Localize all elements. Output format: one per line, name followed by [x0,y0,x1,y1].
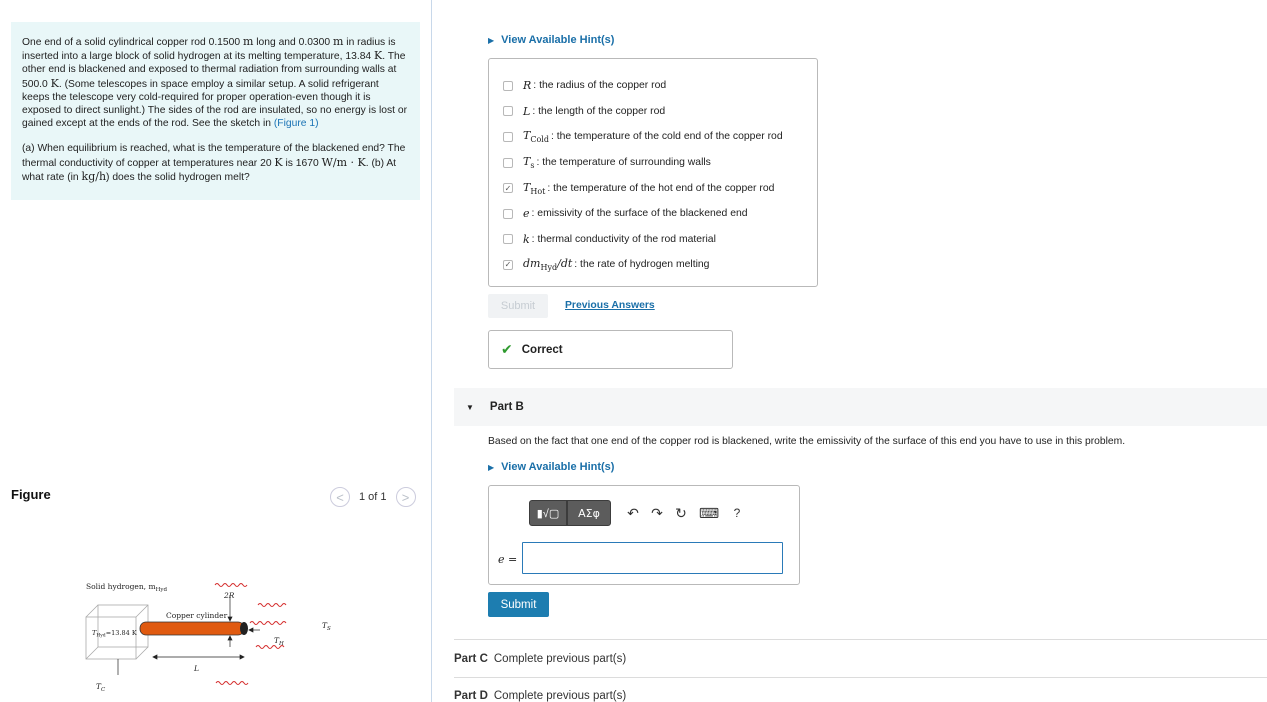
checkbox[interactable] [503,209,513,219]
part-c-status: Complete previous part(s) [493,653,627,665]
fig-label-2r: 2R [224,591,235,600]
collapse-caret-icon: ▼ [466,402,474,412]
choice-symbol: e [523,207,530,221]
part-a-choice-list [488,58,818,287]
figure-link[interactable]: (Figure 1) [273,118,319,130]
figure-next-button[interactable]: > [396,487,416,507]
part-b-header[interactable] [454,388,1267,426]
reset-icon[interactable]: ↻ [675,504,687,521]
part-a-hints-toggle[interactable]: ▶ View Available Hint(s) [488,34,615,46]
fig-label-th: $T_H$ [274,636,284,647]
problem-paragraph-1 [22,35,409,130]
part-a-submit-button[interactable]: Submit [488,294,548,318]
part-b-question: Based on the fact that one end of the copper rod is blackened, write the emissivity of the surface of this end you have to use in this problem. [488,436,1126,447]
figure-pager [330,487,416,507]
part-b-answer-box [488,485,800,585]
choice-label: : the temperature of the cold end of the copper rod [550,131,783,143]
math-unit: m [332,35,344,48]
choice-symbol: R [523,79,532,93]
part-d-status: Complete previous part(s) [493,690,627,702]
math-toolbar [529,500,749,526]
checkbox[interactable] [503,106,513,116]
problem-text: in radius is inserted into a large block of solid hydrogen at its melting temperature, 13.84 [22,37,396,63]
blackened-end [240,622,248,635]
choice-label: : the rate of hydrogen melting [574,259,710,271]
figure-page-label: 1 of 1 [359,491,387,503]
choice-label: : the temperature of surrounding walls [536,157,711,169]
problem-text: . (b) At what rate (in [22,157,397,183]
figure-prev-button[interactable]: < [330,487,350,507]
choice-label: : the temperature of the hot end of the copper rod [547,182,775,194]
checkbox-checked[interactable]: ✓ [504,183,512,193]
expand-triangle-icon: ▶ [488,463,495,472]
choice-label: : emissivity of the surface of the blackened end [531,208,748,220]
problem-text: . (Some telescopes in space employ a similar setup. A solid refrigerant keeps the telescope very cold-required for proper operation-even though it is exposed to direct sunlight.) The sides of the rod are insulated, so no energy is lost or gained except at the ends of the rod. See the sketch in [22,78,408,130]
fig-label-copper: Copper cylinder [166,611,228,620]
problem-text: . The other end is blackened and exposed to thermal radiation from surrounding walls at 500.0 [22,51,406,90]
choice-item[interactable] [489,73,817,99]
math-unit: K [50,76,59,90]
fig-label-l: L [194,664,199,673]
fig-label-ts: $T_S$ [322,621,331,632]
choice-label: : the length of the copper rod [532,105,666,117]
choice-symbol: $T_{Cold}$ [523,129,549,145]
choice-item[interactable] [489,252,817,278]
problem-text: is 1670 [282,157,322,169]
part-d-label: Part D [454,690,488,702]
copper-rod [140,622,244,635]
templates-button[interactable]: ▮√▢ [529,500,567,526]
answer-label: e = [498,553,518,566]
problem-text: One end of a solid cylindrical copper rod 0.1500 [22,37,243,48]
choice-label: : the radius of the copper rod [533,80,667,92]
part-b-submit-button[interactable]: Submit [488,592,549,617]
math-unit: K [274,155,283,169]
choice-item[interactable] [489,201,817,227]
part-c-row [454,653,626,665]
problem-paragraph-2 [22,142,409,184]
checkbox-checked[interactable]: ✓ [504,260,512,270]
choice-item[interactable] [489,124,817,150]
fig-label-tc: $T_C$ [96,682,106,693]
keyboard-icon[interactable]: ⌨ [698,504,720,521]
choice-symbol: k [523,232,530,246]
part-b-title: Part B [489,401,524,413]
divider [454,677,1267,678]
choice-symbol: $dm_{Hyd}/dt$ [523,257,573,273]
checkbox[interactable] [503,158,513,168]
choice-symbol: L [523,104,531,118]
symbols-button[interactable]: ΑΣφ [567,500,611,526]
choice-item[interactable] [489,175,817,201]
checkbox[interactable] [503,81,513,91]
problem-statement [11,22,420,200]
undo-icon[interactable]: ↶ [627,504,639,521]
fig-label-hydrogen: Solid hydrogen, $m_{Hyd}$ [86,582,167,593]
problem-pane [0,0,432,702]
part-d-row [454,690,626,702]
math-unit: kg/h [81,169,107,183]
part-a-feedback [488,330,733,369]
checkbox[interactable] [503,234,513,244]
checkmark-icon: ✔ [501,341,513,357]
part-b-hints-toggle[interactable]: ▶ View Available Hint(s) [488,461,615,473]
expand-triangle-icon: ▶ [488,36,495,45]
choice-item[interactable] [489,150,817,176]
figure-heading: Figure [11,487,51,502]
emissivity-input[interactable] [522,542,783,574]
problem-text: ) does the solid hydrogen melt? [106,171,250,183]
checkbox[interactable] [503,132,513,142]
divider [454,639,1267,640]
choice-label: : thermal conductivity of the rod material [531,233,716,245]
choice-symbol: $T_s$ [523,154,535,171]
math-unit: W/m · K [321,155,366,169]
problem-text: (a) When equilibrium is reached, what is the temperature of the blackened end? The thermal conductivity of copper at temperatures near 20 [22,143,406,169]
redo-icon[interactable]: ↷ [651,504,663,521]
problem-text: long and 0.0300 [253,37,333,48]
choice-symbol: $T_{Hot}$ [523,180,546,196]
choice-item[interactable] [489,227,817,253]
fig-label-thyd: $T_{Hyd}=13.84$ K [92,629,137,639]
copper-rod-figure [78,575,348,700]
math-unit: K [374,49,383,63]
help-icon[interactable]: ? [733,506,741,520]
previous-answers-link[interactable]: Previous Answers [565,300,655,311]
math-unit: m [242,35,254,48]
part-c-label: Part C [454,653,488,665]
choice-item[interactable] [489,99,817,125]
feedback-text: Correct [521,343,563,356]
